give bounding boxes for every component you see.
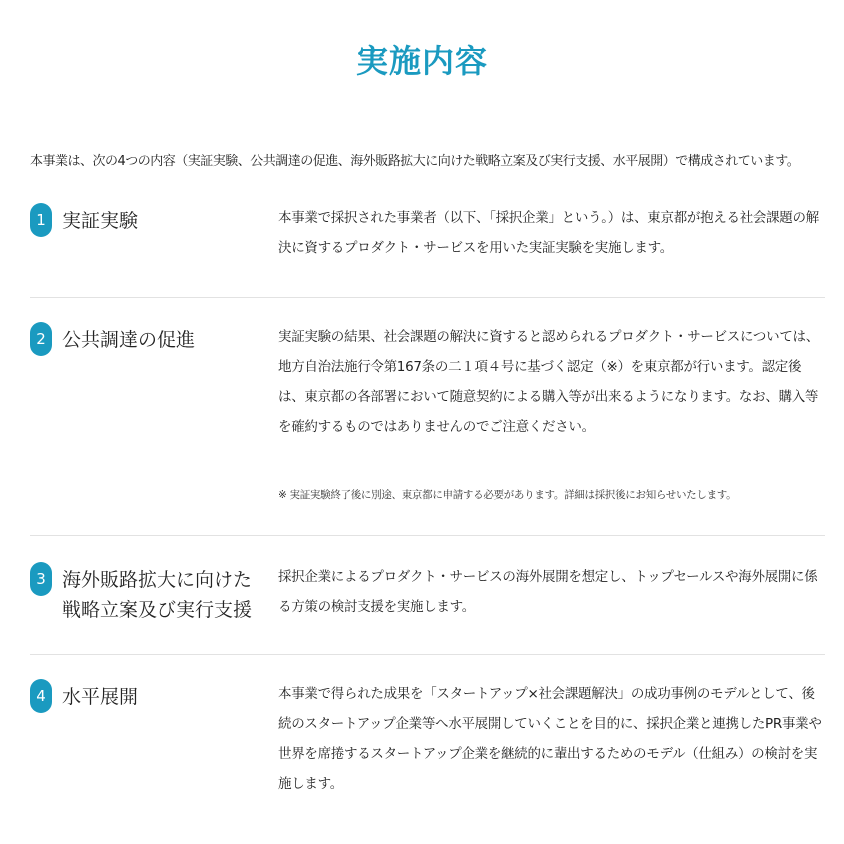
section-heading: 海外販路拡大に向けた戦略立案及び実行支援: [62, 569, 253, 621]
section-number-badge: 4: [30, 679, 52, 713]
section-note: ※ 実証実験終了後に別途、東京都に申請する必要があります。詳細は採択後にお知らせいたします。: [278, 489, 737, 501]
divider: [30, 535, 825, 536]
section-body: 本事業で得られた成果を「スタートアップ×社会課題解決」の成功事例のモデルとして、後続のスタートアップ企業等へ水平展開していくことを目的に、採択企業と連携したPR事業や世界を席捲するスタートアップ企業を継続的に輩出するためのモデル（仕組み）の検討を実施します。: [278, 686, 822, 792]
section-4: [30, 679, 825, 819]
section-heading: 公共調達の促進: [62, 329, 196, 351]
section-body: 実証実験の結果、社会課題の解決に資すると認められるプロダクト・サービスについては、地方自治法施行令第167条の二１項４号に基づく認定（※）を東京都が行います。認定後は、東京都の各部署において随意契約による購入等が出来るようになります。なお、購入等を確約するものではありませんのでご注意ください。: [278, 329, 819, 435]
section-3: [30, 562, 825, 632]
section-1: [30, 203, 825, 273]
section-body: 本事業で採択された事業者（以下、「採択企業」という。）は、東京都が抱える社会課題の解決に資するプロダクト・サービスを用いた実証実験を実施します。: [278, 210, 819, 256]
section-heading: 水平展開: [62, 686, 139, 708]
section-heading: 実証実験: [62, 210, 139, 232]
divider: [30, 297, 825, 298]
section-2: [30, 322, 825, 522]
page-title: 実施内容: [355, 42, 488, 80]
section-number-badge: 1: [30, 203, 52, 237]
section-number-badge: 3: [30, 562, 52, 596]
divider: [30, 654, 825, 655]
section-number-badge: 2: [30, 322, 52, 356]
section-body: 採択企業によるプロダクト・サービスの海外展開を想定し、トップセールスや海外展開に係る方策の検討支援を実施します。: [278, 569, 818, 615]
intro-text: 本事業は、次の4つの内容（実証実験、公共調達の促進、海外販路拡大に向けた戦略立案及び実行支援、水平展開）で構成されています。: [30, 154, 800, 169]
